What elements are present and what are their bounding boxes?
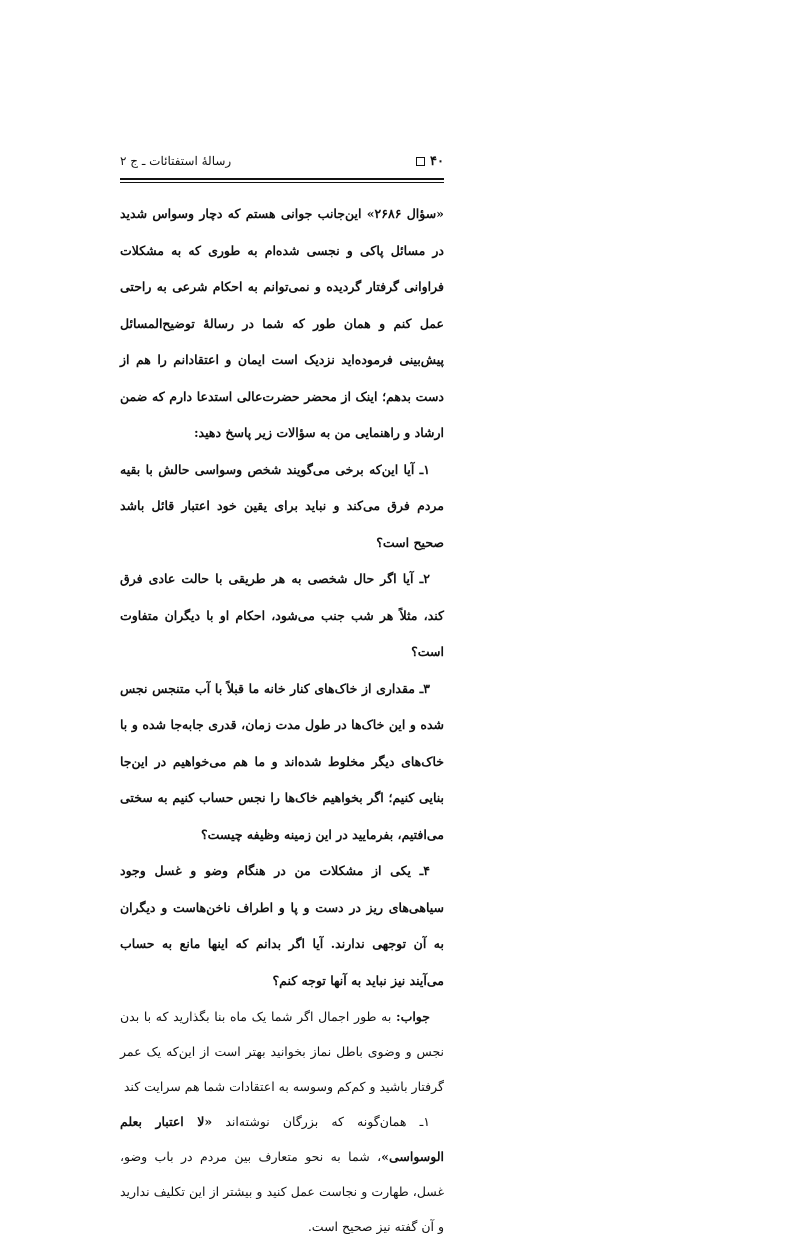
header-rule-thick: [120, 178, 444, 180]
question-item-4: ۴ـ یکی از مشکلات من در هنگام وضو و غسل وجود سیاهی‌های ریز در دست و پا و اطراف ناخن‌هاست و دیگران به آن توجهی ندارند. آیا اگر بدانم که اینها مانع به حساب می‌آیند نیز نباید به آنها توجه کنم؟: [120, 863, 444, 988]
question-item-3: ۳ـ مقداری از خاک‌های کنار خانه ما قبلاً با آب متنجس نجس شده و این خاک‌ها در طول مدت زمان، قدری جابه‌جا شده و با خاک‌های دیگر مخلوط شده‌اند و ما هم می‌خواهیم در این‌جا بنایی کنیم؛ اگر بخواهیم خاک‌ها را نجس حساب کنیم به سختی می‌افتیم، بفرمایید در این زمینه وظیفه چیست؟: [120, 680, 444, 842]
question-item-1: ۱ـ آیا این‌که برخی می‌گویند شخص وسواسی حالش با بقیه مردم فرق می‌کند و نباید برای یقین خود اعتبار قائل باشد صحیح است؟: [120, 461, 444, 550]
page-number: ۴۰: [430, 153, 444, 169]
answer-item-1-quote: «لا اعتبار بعلم الوسواسی»: [120, 1114, 444, 1164]
page-header: [120, 150, 444, 172]
answer-item-1-suffix: ، شما به نحو متعارف بین مردم در باب وضو، غسل، طهارت و نجاست عمل کنید و بیشتر از این تکلیف ندارید و آن گفته نیز صحیح است.: [120, 1149, 444, 1234]
answer-item-1-prefix: ۱ـ همان‌گونه که بزرگان نوشته‌اند: [212, 1114, 431, 1129]
page-number-group: [416, 154, 444, 169]
running-title: رسالهٔ استفتائات ـ ج ۲: [120, 154, 232, 168]
body-text: [120, 196, 444, 1244]
answer-lead: جواب:: [395, 1009, 430, 1024]
question-intro: «سؤال ۲۶۸۶» این‌جانب جوانی هستم که دچار وسواس شدید در مسائل پاکی و نجسی شده‌ام به طوری که به مشکلات فراوانی گرفتار گردیده و نمی‌توانم به احکام شرعی به راحتی عمل کنم و همان طور که شما در رسالهٔ توضیح‌المسائل پیش‌بینی فرموده‌اید نزدیک است ایمان و اعتقادانم را هم از دست بدهم؛ اینک از محضر حضرت‌عالی استدعا دارم که ضمن ارشاد و راهنمایی من به سؤالات زیر پاسخ دهید:: [120, 206, 444, 440]
square-ornament-icon: [416, 157, 425, 166]
header-rule-thin: [120, 182, 444, 183]
answer-paragraph: [120, 999, 444, 1104]
answer-item-1: [120, 1104, 444, 1244]
question-item-2: ۲ـ آیا اگر حال شخصی به هر طریقی با حالت عادی فرق کند، مثلاً هر شب جنب می‌شود، احکام او با دیگران متفاوت است؟: [120, 571, 444, 659]
answer-text: به طور اجمال اگر شما یک ماه بنا بگذارید که با بدن نجس و وضوی باطل نماز بخوانید بهتر است از این‌که یک عمر گرفتار باشید و کم‌کم وسوسه به اعتقادات شما هم سرایت کند: [120, 1009, 444, 1094]
